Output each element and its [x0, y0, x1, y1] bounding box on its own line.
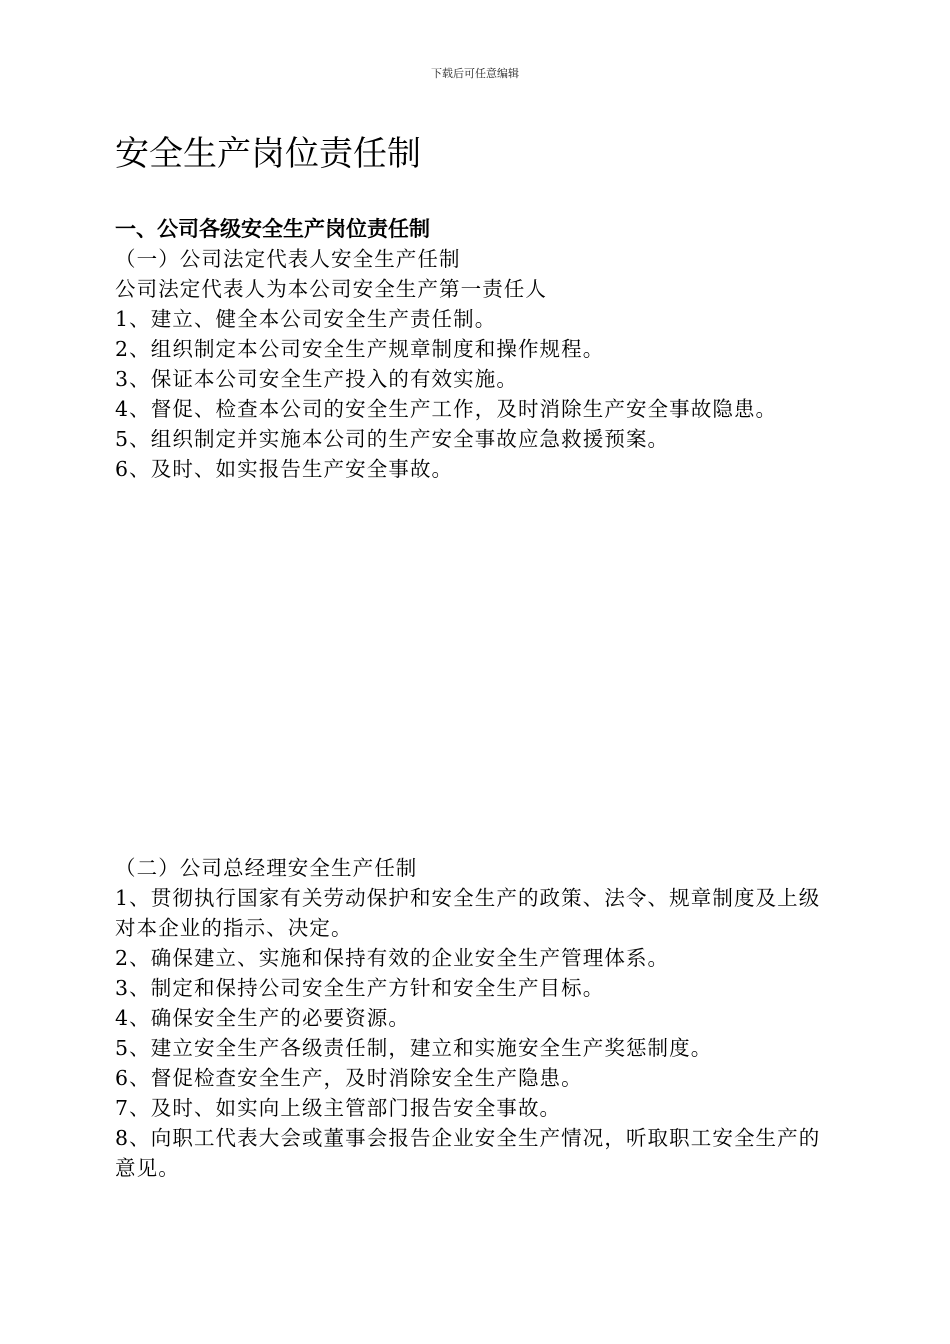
list-item: 3、制定和保持公司安全生产方针和安全生产目标。	[115, 976, 605, 1000]
list-item: 1、贯彻执行国家有关劳动保护和安全生产的政策、法令、规章制度及上级对本企业的指示、决定。	[115, 886, 821, 940]
subsection-heading-general-manager: （二）公司总经理安全生产任制	[115, 856, 418, 880]
section-heading: 一、公司各级安全生产岗位责任制	[115, 217, 430, 241]
list-item: 2、确保建立、实施和保持有效的企业安全生产管理体系。	[115, 946, 670, 970]
header-note: 下载后可任意编辑	[431, 67, 519, 80]
subsection-heading-legal-representative: （一）公司法定代表人安全生产任制	[115, 247, 461, 271]
list-item: 4、确保安全生产的必要资源。	[115, 1006, 410, 1030]
list-item: 5、建立安全生产各级责任制，建立和实施安全生产奖惩制度。	[115, 1036, 713, 1060]
list-item: 5、组织制定并实施本公司的生产安全事故应急救援预案。	[115, 427, 670, 451]
section-general-manager	[115, 853, 840, 1183]
page-title: 安全生产岗位责任制	[115, 134, 421, 174]
list-item: 6、及时、如实报告生产安全事故。	[115, 457, 454, 481]
list-item: 3、保证本公司安全生产投入的有效实施。	[115, 367, 518, 391]
section-legal-representative	[115, 214, 840, 484]
general-manager-duties-list	[115, 883, 840, 1183]
intro-paragraph: 公司法定代表人为本公司安全生产第一责任人	[115, 277, 547, 301]
list-item: 8、向职工代表大会或董事会报告企业安全生产情况，听取职工安全生产的意见。	[115, 1126, 821, 1180]
legal-representative-duties-list	[115, 304, 840, 484]
list-item: 6、督促检查安全生产，及时消除安全生产隐患。	[115, 1066, 583, 1090]
list-item: 7、及时、如实向上级主管部门报告安全事故。	[115, 1096, 562, 1120]
list-item: 2、组织制定本公司安全生产规章制度和操作规程。	[115, 337, 605, 361]
list-item: 4、督促、检查本公司的安全生产工作，及时消除生产安全事故隐患。	[115, 397, 778, 421]
list-item: 1、建立、健全本公司安全生产责任制。	[115, 307, 497, 331]
